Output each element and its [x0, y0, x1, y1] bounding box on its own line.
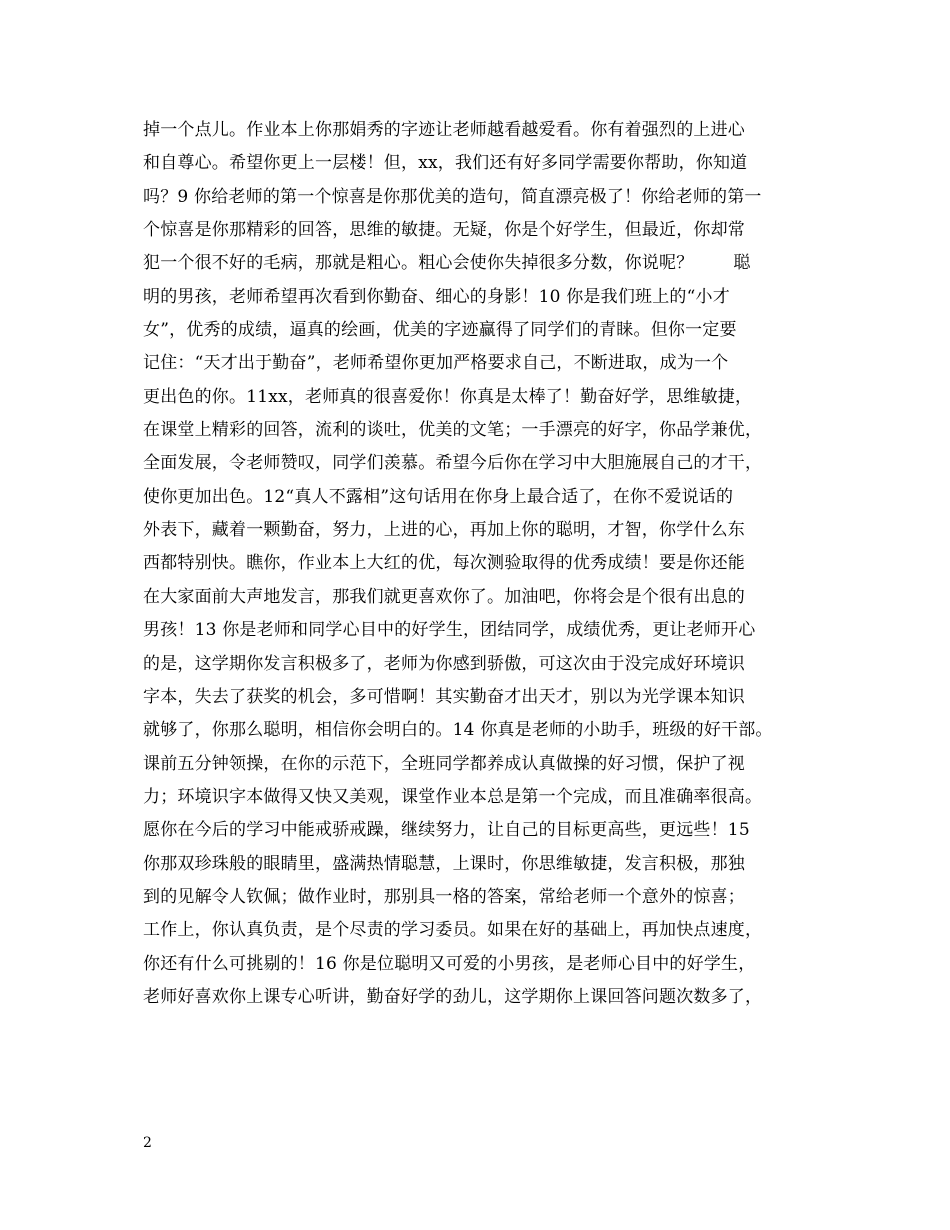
text-line: 在大家面前大声地发言，那我们就更喜欢你了。加油吧，你将会是个很有出息的	[143, 586, 745, 607]
text-line: 更出色的你。11xx，老师真的很喜爱你！你真是太棒了！勤奋好学，思维敏捷，	[143, 386, 753, 407]
text-line: 到的见解令人钦佩；做作业时，那别具一格的答案，常给老师一个意外的惊喜；	[143, 886, 745, 907]
text-line: 西都特别快。瞧你，作业本上大红的优，每次测验取得的优秀成绩！要是你还能	[143, 553, 745, 574]
text-line: 男孩！13 你是老师和同学心目中的好学生，团结同学，成绩优秀，更让老师开心	[143, 620, 756, 641]
text-line: 老师好喜欢你上课专心听讲，勤奋好学的劲儿，这学期你上课回答问题次数多了，	[143, 986, 763, 1007]
text-line: 课前五分钟领操，在你的示范下，全班同学都养成认真做操的好习惯，保护了视	[143, 753, 745, 774]
text-line: 个惊喜是你那精彩的回答，思维的敏捷。无疑，你是个好学生，但最近，你却常	[143, 220, 745, 241]
text-line: 记住：“天才出于勤奋”，老师希望你更加严格要求自己，不断进取，成为一个	[143, 353, 729, 374]
text-line: 吗？9 你给老师的第一个惊喜是你那优美的造句，简直漂亮极了！你给老师的第一	[143, 186, 762, 207]
body-text	[143, 114, 823, 1014]
text-line: 在课堂上精彩的回答，流利的谈吐，优美的文笔；一手漂亮的好字，你品学兼优，	[143, 420, 763, 441]
text-line: 女”，优秀的成绩，逼真的绘画，优美的字迹赢得了同学们的青睐。但你一定要	[143, 320, 737, 341]
text-line: 力；环境识字本做得又快又美观，课堂作业本总是第一个完成，而且准确率很高。	[143, 786, 763, 807]
text-line: 就够了，你那么聪明，相信你会明白的。14 你真是老师的小助手，班级的好干部。	[143, 720, 773, 741]
text-line: 和自尊心。希望你更上一层楼！但，xx，我们还有好多同学需要你帮助，你知道	[143, 153, 748, 174]
text-line: 工作上，你认真负责，是个尽责的学习委员。如果在好的基础上，再加快点速度，	[143, 920, 763, 941]
page-number: 2	[143, 1135, 152, 1151]
text-line: 你那双珍珠般的眼睛里，盛满热情聪慧，上课时，你思维敏捷，发言积极，那独	[143, 853, 745, 874]
text-line: 字本，失去了获奖的机会，多可惜啊！其实勤奋才出天才，别以为光学课本知识	[143, 686, 745, 707]
text-line: 使你更加出色。12“真人不露相”这句话用在你身上最合适了，在你不爱说话的	[143, 486, 734, 507]
text-line: 外表下，藏着一颗勤奋，努力，上进的心，再加上你的聪明，才智，你学什么东	[143, 520, 745, 541]
text-line: 全面发展，令老师赞叹，同学们羡慕。希望今后你在学习中大胆施展自己的才干，	[143, 453, 763, 474]
text-line: 犯一个很不好的毛病，那就是粗心。粗心会使你失掉很多分数，你说呢？ 聪	[143, 253, 751, 274]
text-line: 你还有什么可挑剔的！16 你是位聪明又可爱的小男孩，是老师心目中的好学生，	[143, 953, 756, 974]
text-line: 的是，这学期你发言积极多了，老师为你感到骄傲，可这次由于没完成好环境识	[143, 653, 745, 674]
text-line: 明的男孩，老师希望再次看到你勤奋、细心的身影！10 你是我们班上的“小才	[143, 286, 730, 307]
text-line: 愿你在今后的学习中能戒骄戒躁，继续努力，让自己的目标更高些，更远些！15	[143, 820, 750, 841]
text-line: 掉一个点儿。作业本上你那娟秀的字迹让老师越看越爱看。你有着强烈的上进心	[143, 120, 745, 140]
